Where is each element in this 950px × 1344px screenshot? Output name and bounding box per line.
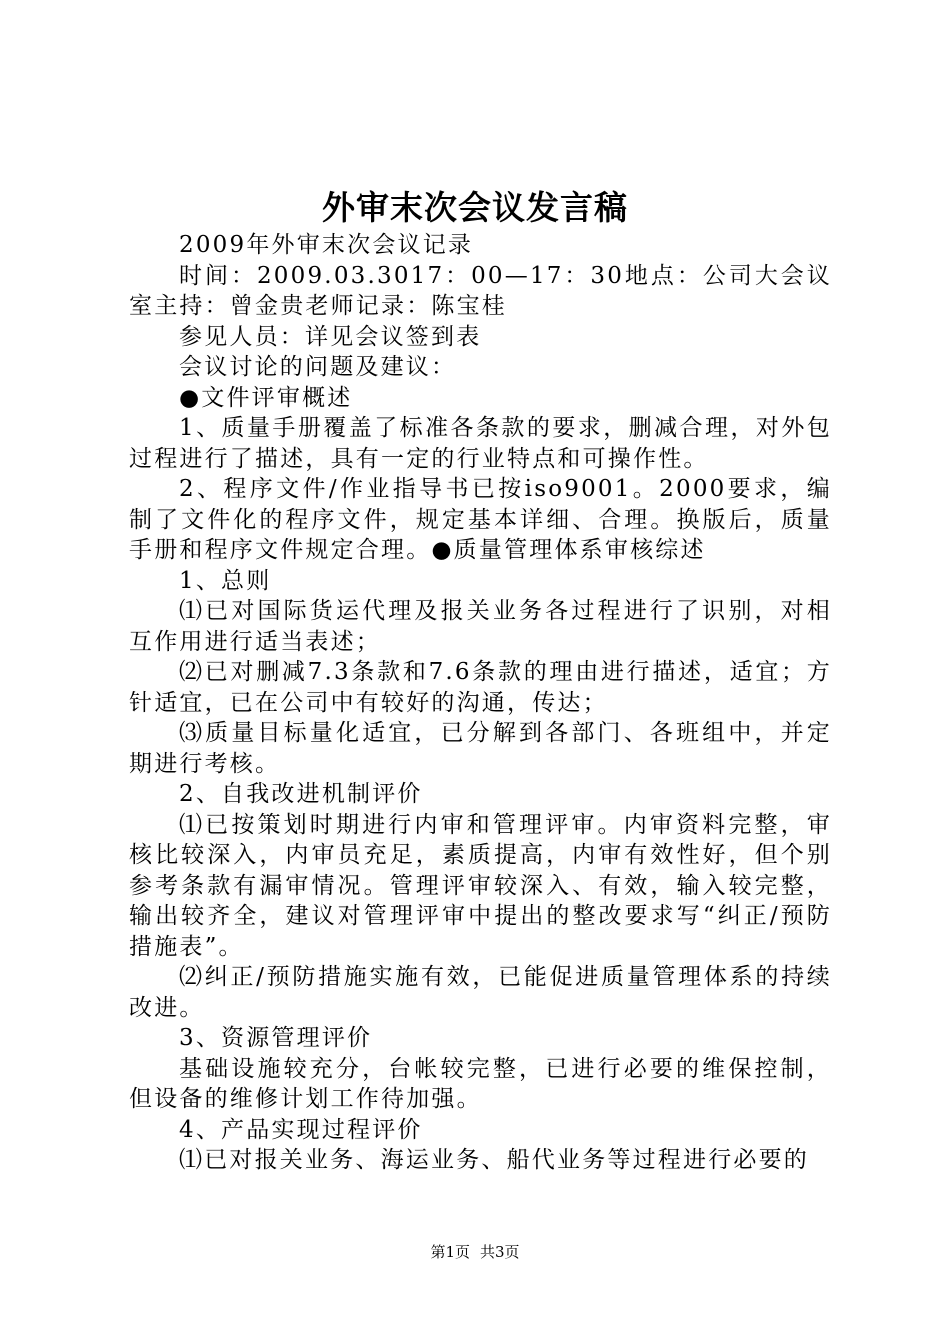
paragraph: 时间：2009.03.3017：00—17：30地点：公司大会议室主持：曾金贵老师记录：陈宝桂 (129, 262, 832, 319)
paragraph: ⑴已对报关业务、海运业务、船代业务等过程进行必要的 (179, 1147, 809, 1173)
paragraph: 基础设施较充分，台帐较完整，已进行必要的维保控制，但设备的维修计划工作待加强。 (129, 1055, 832, 1112)
paragraph: 1、质量手册覆盖了标准各条款的要求，删减合理，对外包过程进行了描述，具有一定的行业特点和可操作性。 (129, 415, 832, 472)
paragraph: ●文件评审概述 (179, 384, 353, 411)
paragraph: ⑴已按策划时期进行内审和管理评审。内审资料完整，审核比较深入，内审员充足，素质提高，内审有效性好，但个别参考条款有漏审情况。管理评审较深入、有效，输入较完整，输出较齐全，建议对管理评审中提出的整改要求写“纠正/预防措施表”。 (129, 811, 832, 960)
page-number: 第1页 (430, 1243, 470, 1261)
paragraph: 3、资源管理评价 (179, 1025, 373, 1051)
page-total: 共3页 (480, 1243, 520, 1261)
page-footer (0, 1242, 950, 1262)
paragraph: ⑵纠正/预防措施实施有效，已能促进质量管理体系的持续改进。 (129, 964, 832, 1021)
paragraph: 1、总则 (179, 567, 272, 594)
paragraph: 2、自我改进机制评价 (179, 781, 423, 807)
paragraph: 会议讨论的问题及建议： (179, 354, 457, 380)
paragraph: 4、产品实现过程评价 (179, 1116, 423, 1143)
paragraph: ⑵已对删减7.3条款和7.6条款的理由进行描述，适宜；方针适宜，已在公司中有较好的沟通，传达； (129, 659, 832, 716)
paragraph: 2009年外审末次会议记录 (179, 232, 474, 258)
paragraph: 参见人员：详见会议签到表 (179, 323, 482, 350)
paragraph: ⑴已对国际货运代理及报关业务各过程进行了识别，对相互作用进行适当表述； (129, 598, 832, 655)
document-title: 外审末次会议发言稿 (322, 188, 628, 227)
document-body (129, 230, 832, 1176)
paragraph: 2、程序文件/作业指导书已按iso9001。2000要求，编制了文件化的程序文件，规定基本详细、合理。换版后，质量手册和程序文件规定合理。●质量管理体系审核综述 (129, 476, 832, 563)
paragraph: ⑶质量目标量化适宜，已分解到各部门、各班组中，并定期进行考核。 (129, 720, 832, 777)
